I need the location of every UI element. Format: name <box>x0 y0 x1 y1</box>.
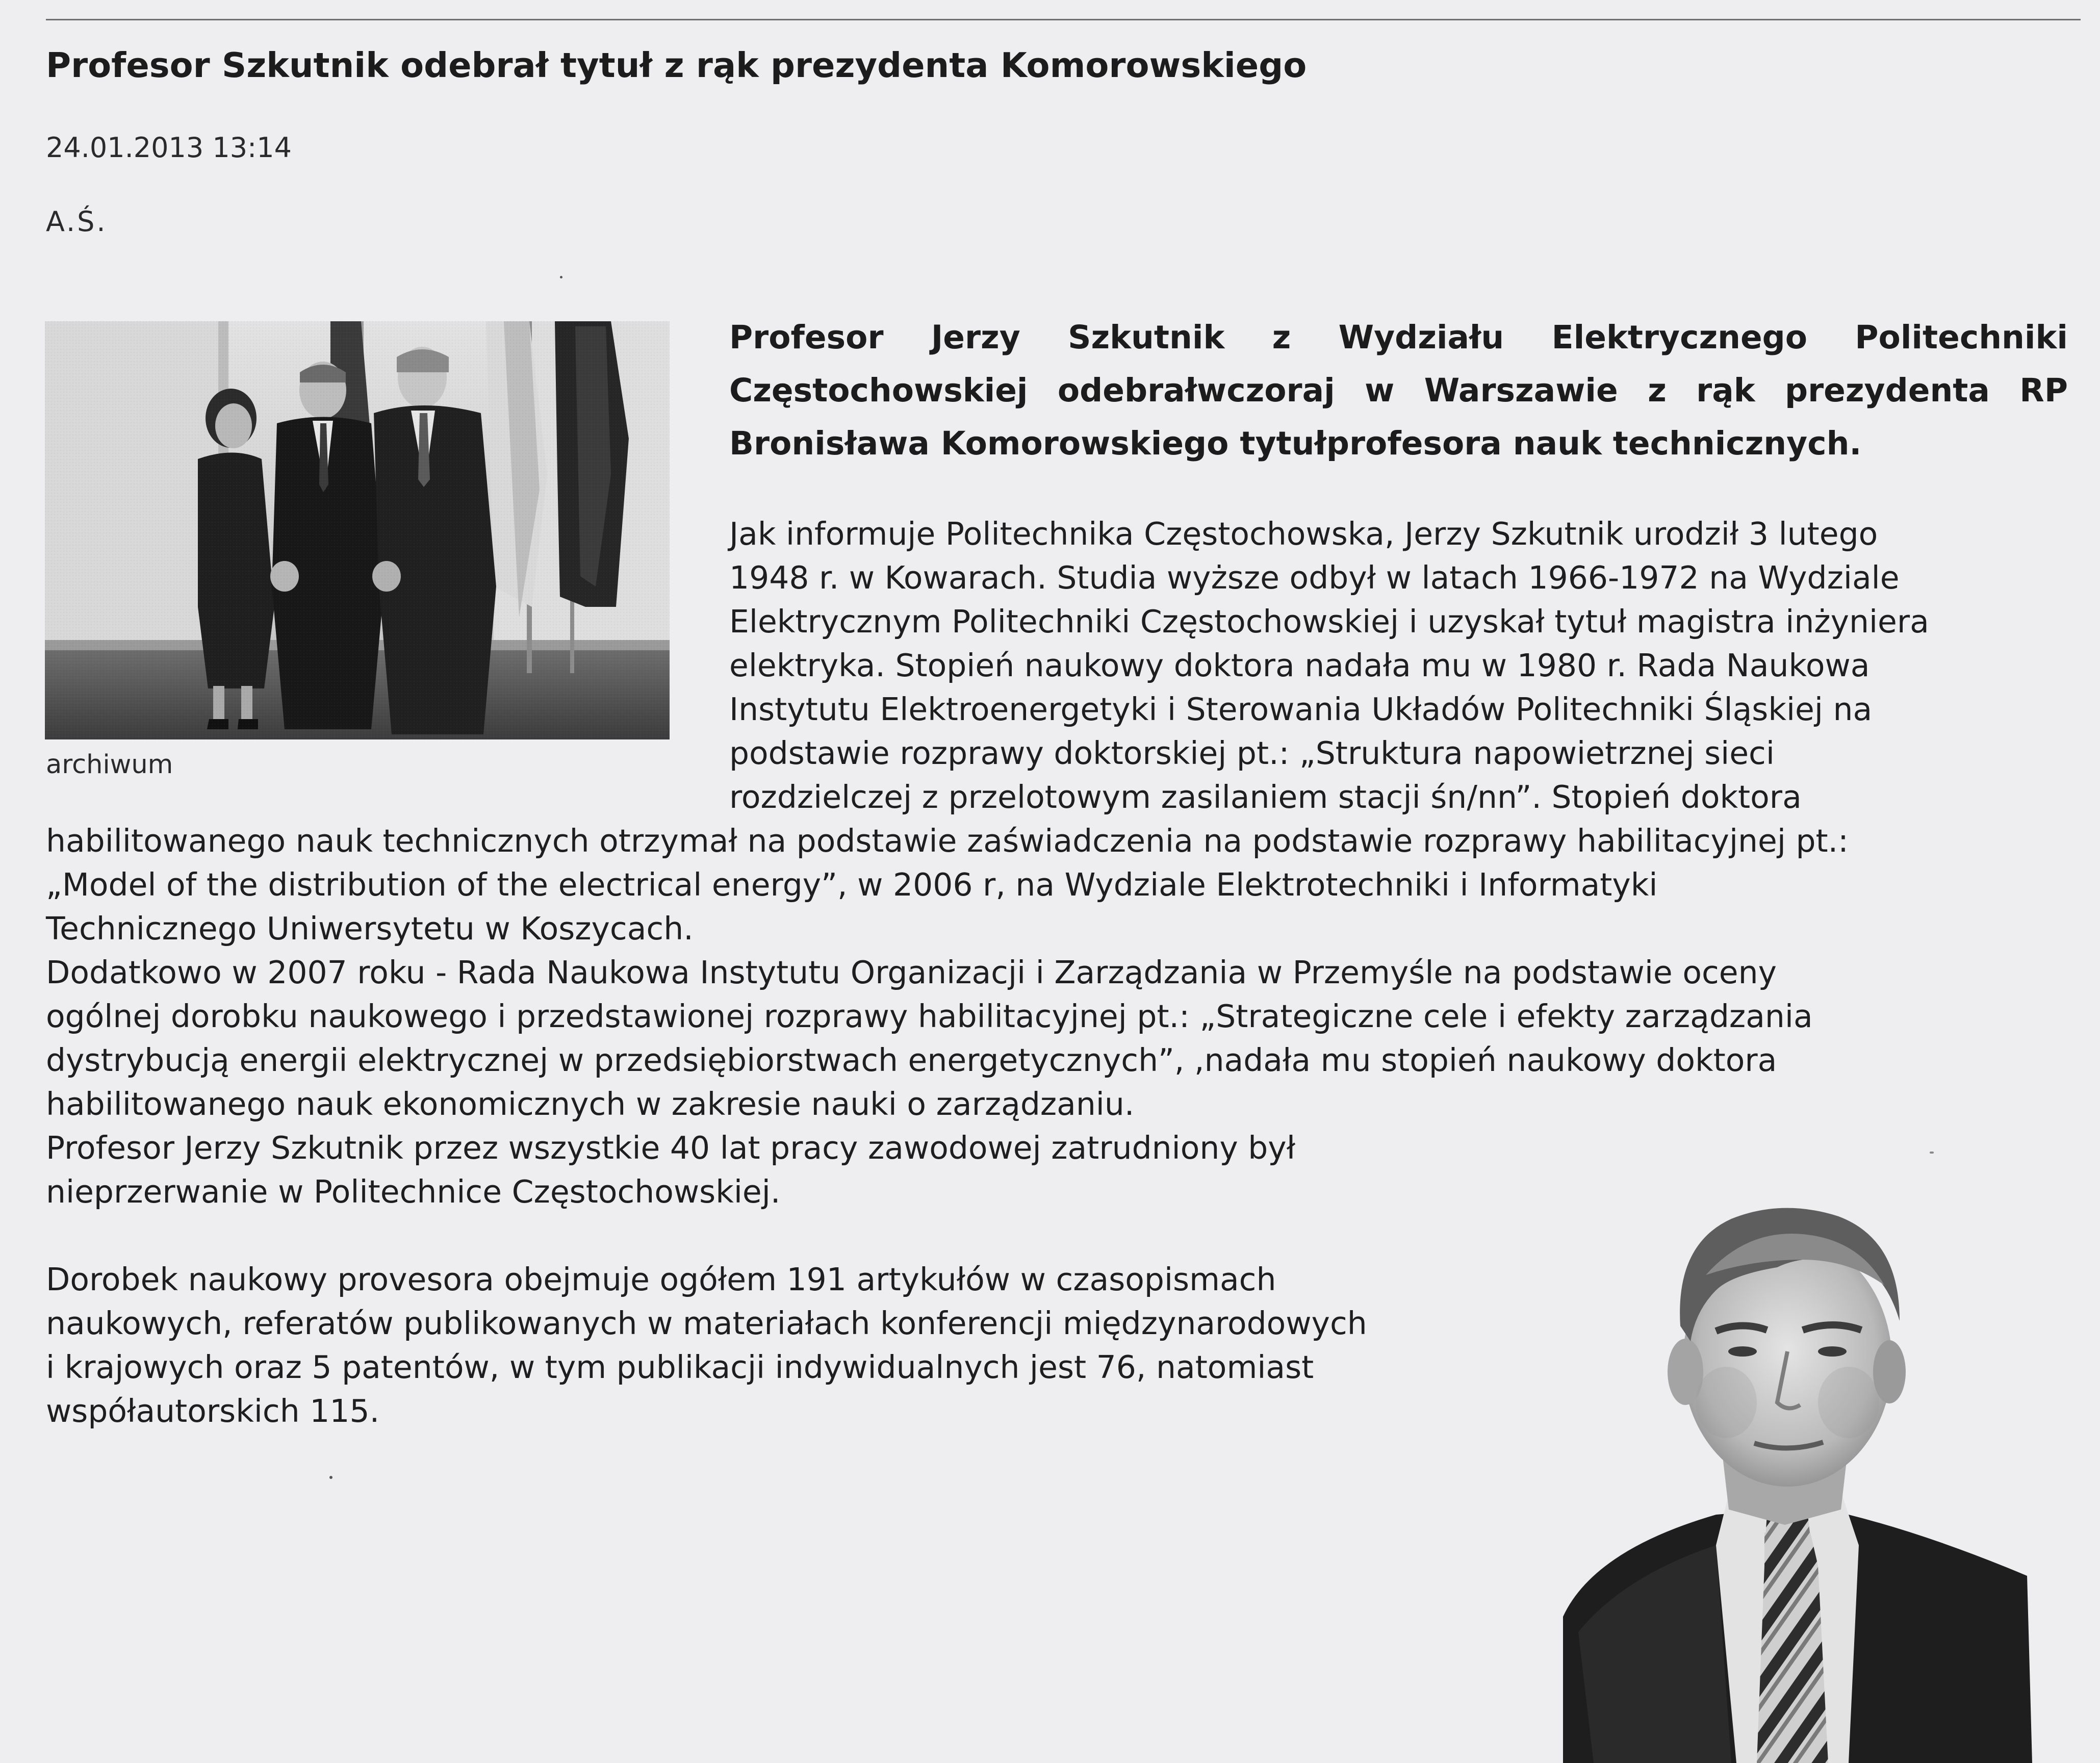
paragraph-1-column <box>729 512 2068 819</box>
text-line: Technicznego Uniwersytetu w Koszycach. <box>46 910 694 947</box>
scan-speck <box>560 276 562 278</box>
professor-portrait-image <box>1563 1158 2032 1763</box>
professor-portrait <box>1563 1158 2032 1763</box>
text-line: dystrybucją energii elektrycznej w przedsiębiorstwach energetycznych”, ,nadała mu stopień naukowy doktora <box>46 1042 1777 1079</box>
photo-caption: archiwum <box>46 750 173 780</box>
article-author: A.Ś. <box>46 206 108 238</box>
text-line: habilitowanego nauk ekonomicznych w zakresie nauki o zarządzaniu. <box>46 1086 1135 1122</box>
text-line: 1948 r. w Kowarach. Studia wyższe odbył w latach 1966-1972 na Wydziale <box>729 559 1900 596</box>
article-title: Profesor Szkutnik odebrał tytuł z rąk prezydenta Komorowskiego <box>46 45 1307 85</box>
scan-speck <box>1930 1152 1934 1154</box>
paragraph-2 <box>46 951 2068 1126</box>
text-line: podstawie rozprawy doktorskiej pt.: „Struktura napowietrznej sieci <box>729 735 1775 772</box>
text-line: rozdzielczej z przelotowym zasilaniem stacji śn/nn”. Stopień doktora <box>729 779 1802 815</box>
scan-speck <box>329 1476 332 1479</box>
text-line: elektryka. Stopień naukowy doktora nadała mu w 1980 r. Rada Naukowa <box>729 647 1870 684</box>
text-line: Dorobek naukowy provesora obejmuje ogółem 191 artykułów w czasopismach <box>46 1261 1276 1298</box>
paragraph-3 <box>46 1126 1530 1214</box>
text-line: ogólnej dorobku naukowego i przedstawionej rozprawy habilitacyjnej pt.: „Strategiczne cele i efekty zarządzania <box>46 998 1813 1035</box>
article-lead: Profesor Jerzy Szkutnik z Wydziału Elektrycznego Politechniki Częstochowskiej odebrałwczoraj w Warszawie z rąk prezydenta RP Bronisława Komorowskiego tytułprofesora nauk technicznych. <box>729 319 2068 462</box>
text-line: i krajowych oraz 5 patentów, w tym publikacji indywidualnych jest 76, natomiast <box>46 1349 1314 1386</box>
paragraph-1-continuation <box>46 819 2068 951</box>
text-line: Profesor Jerzy Szkutnik przez wszystkie 40 lat pracy zawodowej zatrudniony był <box>46 1130 1296 1166</box>
text-line: Instytutu Elektroenergetyki i Sterowania Układów Politechniki Śląskiej na <box>729 691 1873 728</box>
article-date: 24.01.2013 13:14 <box>46 132 292 164</box>
text-line: Dodatkowo w 2007 roku - Rada Naukowa Instytutu Organizacji i Zarządzania w Przemyśle na podstawie oceny <box>46 954 1777 991</box>
paragraph-4 <box>46 1258 1530 1433</box>
ceremony-photo <box>45 321 670 739</box>
text-line: habilitowanego nauk technicznych otrzymał na podstawie zaświadczenia na podstawie rozprawy habilitacyjnej pt.: <box>46 823 1849 859</box>
text-line: nieprzerwanie w Politechnice Częstochowskiej. <box>46 1173 781 1210</box>
text-line: „Model of the distribution of the electrical energy”, w 2006 r, na Wydziale Elektrotechniki i Informatyki <box>46 866 1658 903</box>
top-divider <box>46 19 2081 20</box>
text-line: naukowych, referatów publikowanych w materiałach konferencji międzynarodowych <box>46 1305 1367 1342</box>
text-line: Elektrycznym Politechniki Częstochowskiej i uzyskał tytuł magistra inżyniera <box>729 603 1929 640</box>
text-line: Jak informuje Politechnika Częstochowska, Jerzy Szkutnik urodził 3 lutego <box>729 516 1878 552</box>
ceremony-photo-image <box>45 321 670 739</box>
text-line: współautorskich 115. <box>46 1393 380 1429</box>
